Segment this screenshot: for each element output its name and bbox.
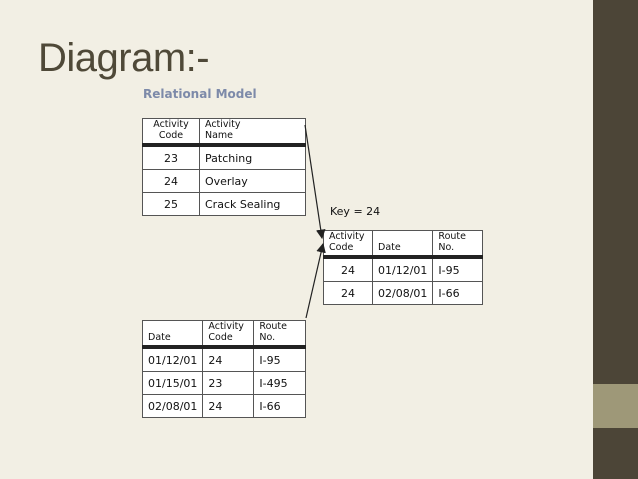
cell-name: Overlay (200, 170, 306, 193)
cell-code: 25 (143, 193, 200, 216)
cell-code: 24 (324, 257, 373, 282)
cell-code: 24 (203, 347, 254, 372)
header-text: Route No. (259, 321, 287, 343)
header-text: Route No. (438, 231, 466, 253)
cell-code: 24 (324, 282, 373, 305)
header-text: Activity Code (153, 119, 189, 141)
cell-name: Patching (200, 145, 306, 170)
slide-title: Diagram:- (38, 36, 210, 80)
header-text: Date (148, 332, 171, 343)
cell-route: I-495 (254, 372, 306, 395)
cell-code: 23 (143, 145, 200, 170)
key-label: Key = 24 (330, 205, 381, 218)
arrow-activity-to-result (305, 125, 322, 238)
cell-date: 02/08/01 (373, 282, 433, 305)
cell-route: I-95 (433, 257, 483, 282)
header-text: Activity Code (329, 231, 365, 253)
cell-date: 02/08/01 (143, 395, 203, 418)
header-text: Activity Code (208, 321, 244, 343)
cell-route: I-66 (254, 395, 306, 418)
cell-code: 23 (203, 372, 254, 395)
cell-date: 01/12/01 (373, 257, 433, 282)
header-text: Activity Name (205, 119, 241, 141)
cell-name: Crack Sealing (200, 193, 306, 216)
cell-route: I-95 (254, 347, 306, 372)
cell-code: 24 (143, 170, 200, 193)
cell-date: 01/15/01 (143, 372, 203, 395)
diagram-subtitle: Relational Model (143, 87, 257, 101)
cell-code: 24 (203, 395, 254, 418)
cell-date: 01/12/01 (143, 347, 203, 372)
arrow-work-to-result (306, 244, 323, 318)
header-text: Date (378, 242, 401, 253)
cell-route: I-66 (433, 282, 483, 305)
